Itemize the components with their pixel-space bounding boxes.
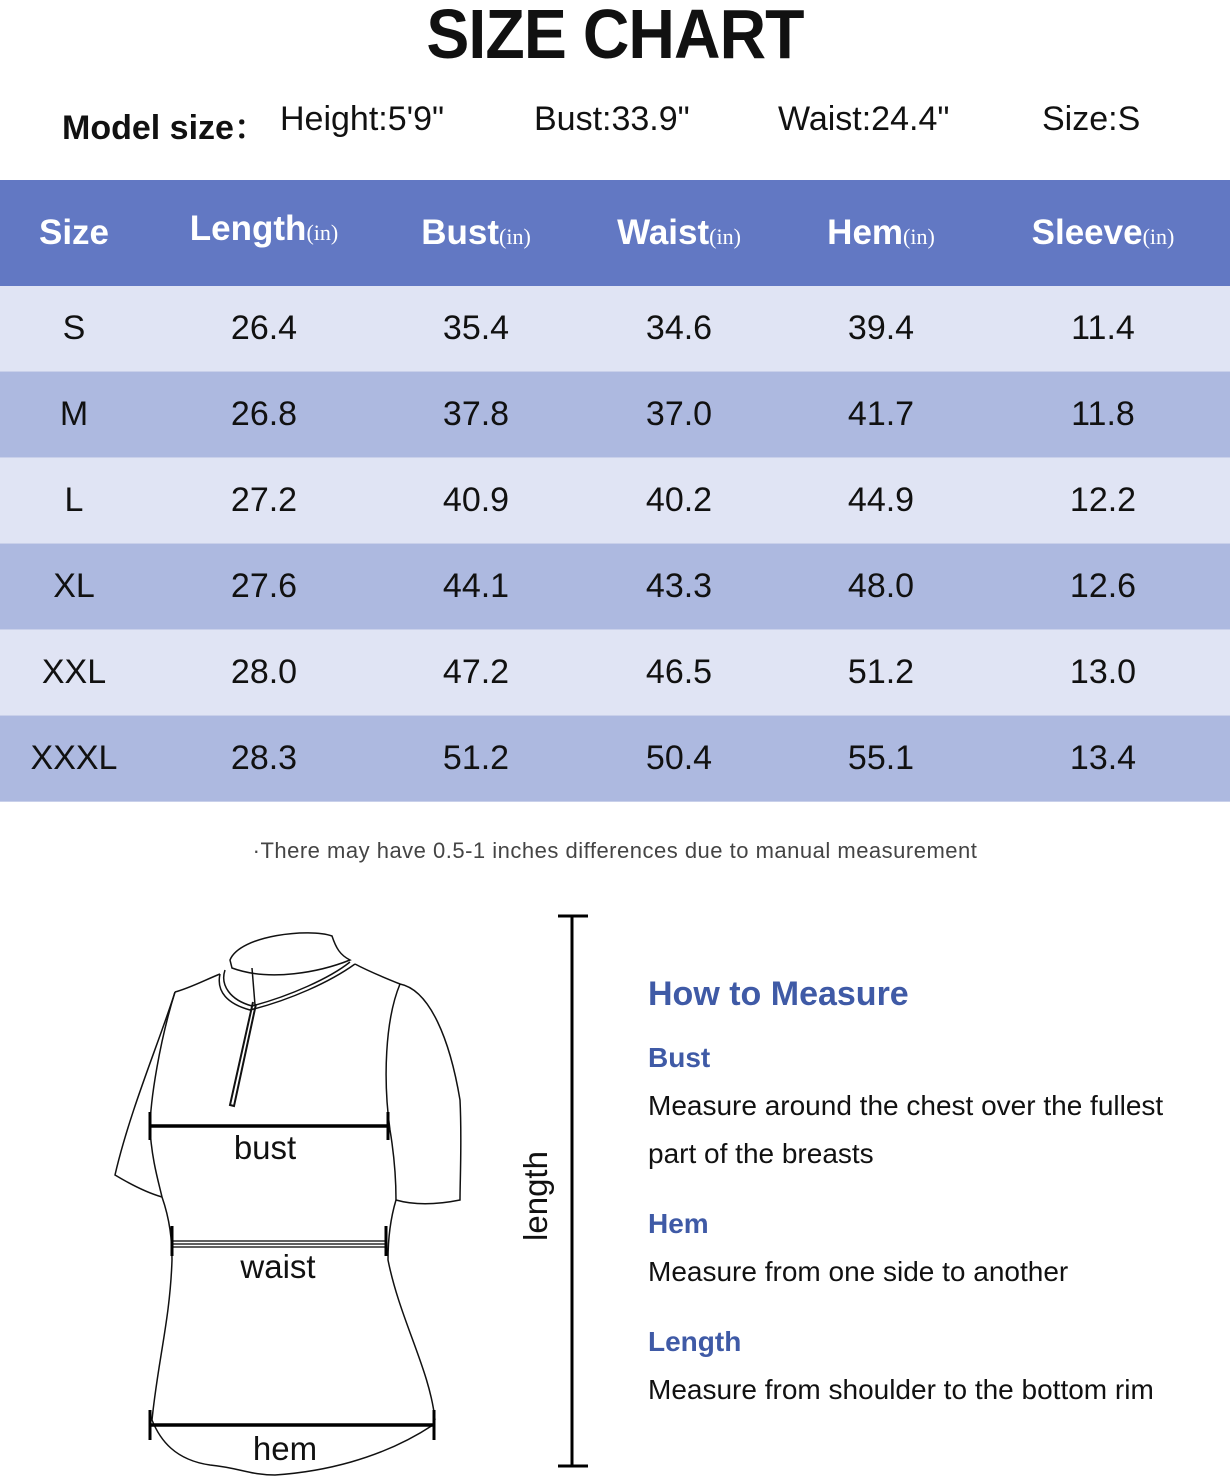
cell-hem: 41.7 <box>847 395 915 433</box>
header-bust: Bust(in) <box>421 213 531 252</box>
cell-length: 27.6 <box>230 567 298 605</box>
cell-hem: 44.9 <box>847 481 915 519</box>
shirt-outline-icon <box>115 933 461 1475</box>
cell-waist: 37.0 <box>645 395 713 433</box>
table-row <box>0 716 1230 802</box>
model-size-label: Model size： <box>62 109 268 147</box>
cell-bust: 37.8 <box>442 395 510 433</box>
model-height: Height:5'9" <box>280 100 445 138</box>
table-row <box>0 372 1230 458</box>
model-size: Size:S <box>1042 100 1141 138</box>
bust-text: Measure around the chest over the fullest part of the breasts <box>648 1090 1164 1169</box>
how-to-measure <box>648 975 1228 1444</box>
size-table <box>0 180 1230 802</box>
cell-length: 26.4 <box>230 309 298 347</box>
how-to-measure-title: How to Measure <box>648 975 909 1013</box>
cell-bust: 47.2 <box>442 653 510 691</box>
hem-text: Measure from one side to another <box>648 1256 1069 1287</box>
length-label: length <box>517 1151 554 1241</box>
cell-size: S <box>62 309 86 347</box>
cell-size: L <box>64 481 84 519</box>
measurement-note: ·There may have 0.5-1 inches differences due to manual measurement <box>252 838 978 863</box>
cell-sleeve: 11.4 <box>1071 309 1135 347</box>
cell-sleeve: 12.6 <box>1069 567 1137 605</box>
cell-hem: 51.2 <box>847 653 915 691</box>
header-hem: Hem(in) <box>827 213 935 252</box>
cell-bust: 44.1 <box>442 567 510 605</box>
cell-size: XL <box>53 567 95 605</box>
shirt-diagram <box>100 900 600 1482</box>
cell-sleeve: 13.4 <box>1069 739 1137 777</box>
cell-waist: 50.4 <box>645 739 713 777</box>
cell-hem: 48.0 <box>847 567 915 605</box>
hem-heading: Hem <box>648 1208 709 1239</box>
cell-size: M <box>59 395 89 433</box>
table-row <box>0 286 1230 372</box>
cell-bust: 51.2 <box>442 739 510 777</box>
length-section <box>648 1326 1228 1414</box>
header-waist: Waist(in) <box>617 213 741 252</box>
cell-sleeve: 13.0 <box>1069 653 1137 691</box>
header-length: Length(in) <box>189 209 339 248</box>
model-waist: Waist:24.4" <box>778 100 950 138</box>
hem-label: hem <box>252 1430 318 1467</box>
cell-length: 26.8 <box>230 395 298 433</box>
cell-waist: 40.2 <box>645 481 713 519</box>
length-heading: Length <box>648 1326 742 1357</box>
page-title: SIZE CHART <box>426 0 804 73</box>
bust-heading: Bust <box>648 1042 711 1073</box>
cell-waist: 34.6 <box>645 309 713 347</box>
hem-section <box>648 1208 1228 1296</box>
cell-bust: 40.9 <box>442 481 510 519</box>
cell-length: 28.0 <box>230 653 298 691</box>
length-text: Measure from shoulder to the bottom rim <box>648 1374 1154 1405</box>
cell-hem: 39.4 <box>847 309 915 347</box>
table-header <box>0 180 1230 286</box>
cell-size: XXXL <box>30 739 118 777</box>
table-row <box>0 458 1230 544</box>
cell-bust: 35.4 <box>442 309 510 347</box>
header-size: Size <box>38 213 110 252</box>
waist-label: waist <box>240 1248 316 1285</box>
cell-waist: 43.3 <box>645 567 713 605</box>
cell-hem: 55.1 <box>847 739 915 777</box>
table-row <box>0 544 1230 630</box>
cell-sleeve: 12.2 <box>1069 481 1137 519</box>
table-row <box>0 630 1230 716</box>
cell-size: XXL <box>41 653 107 691</box>
model-bust: Bust:33.9" <box>534 100 690 138</box>
cell-length: 27.2 <box>230 481 298 519</box>
cell-length: 28.3 <box>230 739 298 777</box>
bust-label: bust <box>233 1129 297 1166</box>
header-sleeve: Sleeve(in) <box>1031 213 1175 252</box>
bust-section <box>648 1042 1228 1178</box>
cell-waist: 46.5 <box>645 653 713 691</box>
cell-sleeve: 11.8 <box>1071 395 1135 433</box>
